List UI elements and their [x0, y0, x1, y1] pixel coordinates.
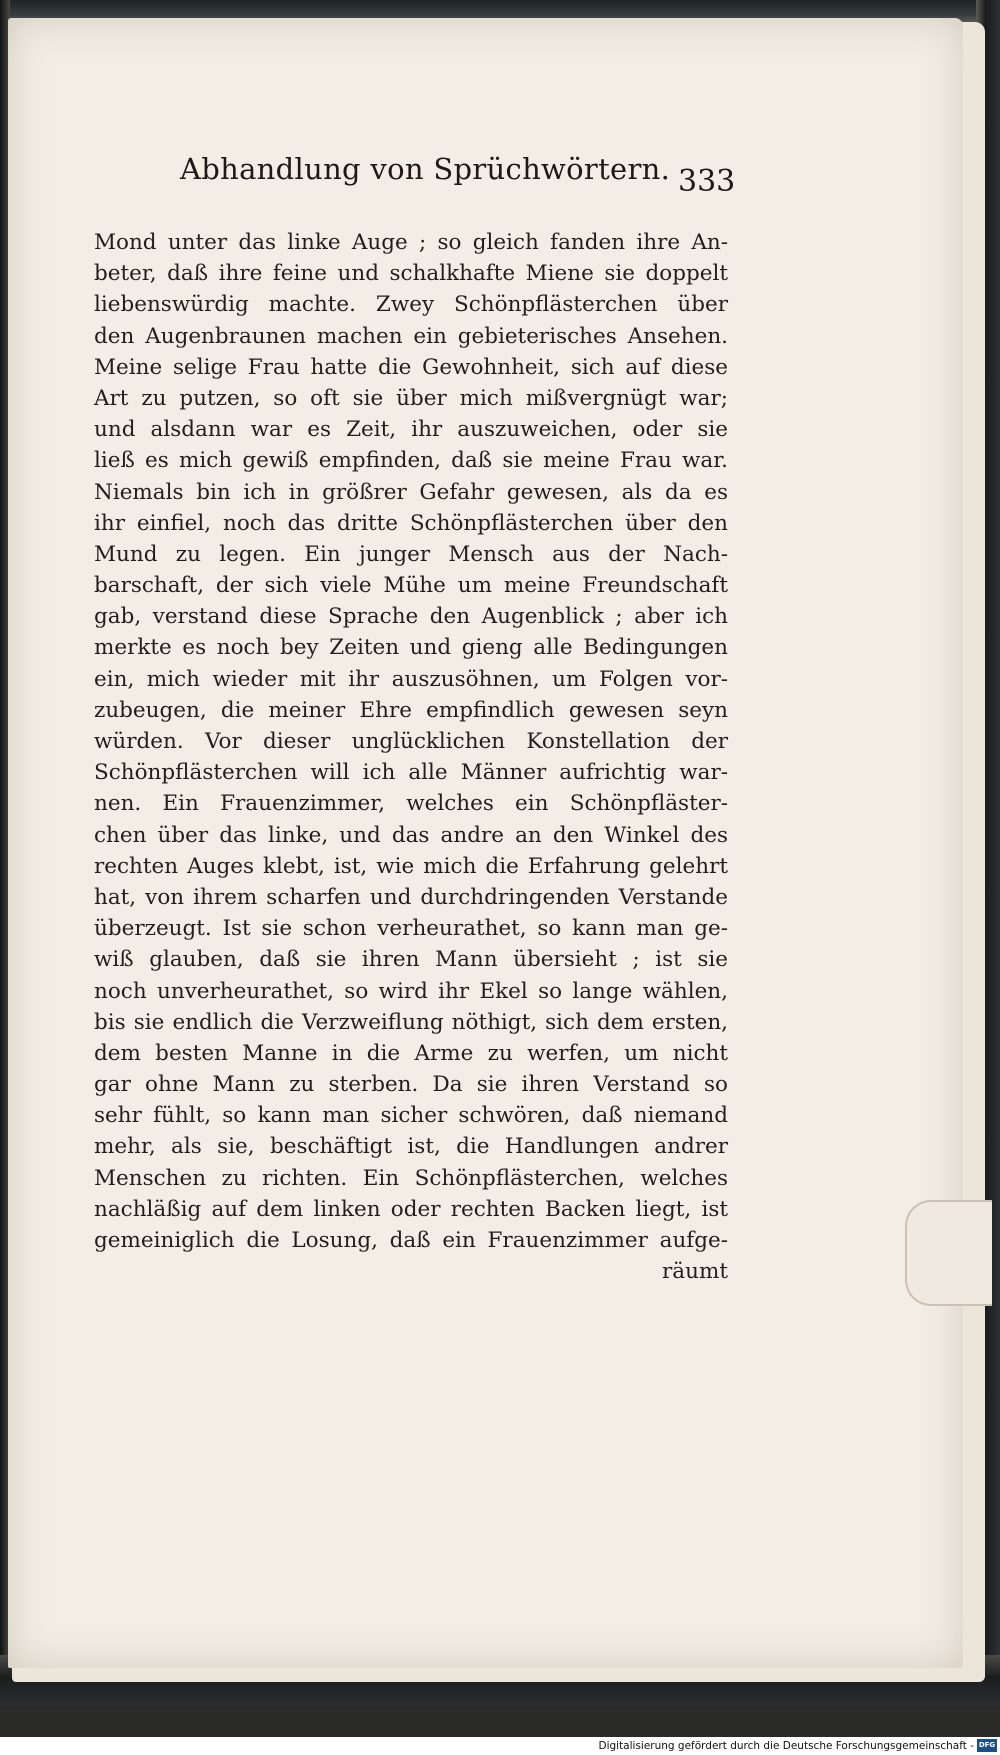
text-line: überzeugt. Ist sie schon verheurathet, so kann man ge- [94, 916, 728, 942]
text-line: ein, mich wieder mit ihr auszusöhnen, um Folgen vor- [94, 666, 728, 692]
text-line: ihr einfiel, noch das dritte Schönpflästerchen über den [94, 510, 728, 536]
text-line: dem besten Manne in die Arme zu werfen, um nicht [94, 1040, 728, 1066]
page-tab-cutout [905, 1200, 992, 1306]
text-line: Schönpflästerchen will ich alle Männer aufrichtig war- [94, 760, 728, 786]
text-line: Menschen zu richten. Ein Schönpflästerchen, welches [94, 1165, 728, 1191]
dfg-logo-icon: DFG [977, 1739, 997, 1752]
running-head: Abhandlung von Sprüchwörtern. [180, 152, 671, 186]
text-line: Art zu putzen, so oft sie über mich mißvergnügt war; [94, 385, 728, 411]
page-number: 333 [678, 164, 736, 199]
text-line: gar ohne Mann zu sterben. Da sie ihren Verstand so [94, 1072, 728, 1098]
text-line: noch unverheurathet, so wird ihr Ekel so lange wählen, [94, 978, 728, 1004]
text-line: gemeiniglich die Losung, daß ein Frauenzimmer aufge- [94, 1228, 728, 1253]
footer-credit: Digitalisierung gefördert durch die Deutsche Forschungsgemeinschaft - [598, 1740, 974, 1752]
text-line: hat, von ihrem scharfen und durchdringenden Verstande [94, 884, 728, 910]
text-line: Niemals bin ich in größrer Gefahr gewesen, als da es [94, 479, 728, 505]
catchword: räumt [662, 1259, 728, 1285]
text-line: mehr, als sie, beschäftigt ist, die Handlungen andrer [94, 1134, 728, 1160]
text-line: chen über das linke, und das andre an den Winkel des [94, 822, 728, 848]
text-line: rechten Auges klebt, ist, wie mich die Erfahrung gelehrt [94, 853, 728, 879]
text-line: liebenswürdig machte. Zwey Schönpflästerchen über [94, 292, 728, 318]
text-line: den Augenbraunen machen ein gebieterisches Ansehen. [94, 323, 728, 349]
text-line: Mund zu legen. Ein junger Mensch aus der Nach- [94, 541, 728, 567]
body-text [94, 227, 728, 1287]
text-line: Meine selige Frau hatte die Gewohnheit, sich auf diese [94, 354, 728, 380]
text-line: merkte es noch bey Zeiten und gieng alle Bedingungen [94, 635, 728, 661]
text-line: Mond unter das linke Auge ; so gleich fanden ihre An- [94, 230, 728, 255]
text-line: wiß glauben, daß sie ihren Mann übersieht ; ist sie [94, 947, 728, 973]
text-line: nachläßig auf dem linken oder rechten Backen liegt, ist [94, 1196, 728, 1222]
text-line: zubeugen, die meiner Ehre empfindlich gewesen seyn [94, 697, 728, 723]
text-line: barschaft, der sich viele Mühe um meine Freundschaft [94, 573, 728, 599]
text-line: würden. Vor dieser unglücklichen Konstellation der [94, 729, 728, 754]
text-line: ließ es mich gewiß empfinden, daß sie meine Frau war. [94, 448, 728, 474]
text-line: beter, daß ihre feine und schalkhafte Miene sie doppelt [94, 261, 728, 287]
text-line: und alsdann war es Zeit, ihr auszuweichen, oder sie [94, 417, 728, 443]
text-line: sehr fühlt, so kann man sicher schwören, daß niemand [94, 1103, 728, 1129]
text-line: bis sie endlich die Verzweiflung nöthigt, sich dem ersten, [94, 1009, 728, 1035]
text-line: nen. Ein Frauenzimmer, welches ein Schönpfläster- [94, 791, 728, 817]
text-line: gab, verstand diese Sprache den Augenblick ; aber ich [94, 604, 728, 630]
